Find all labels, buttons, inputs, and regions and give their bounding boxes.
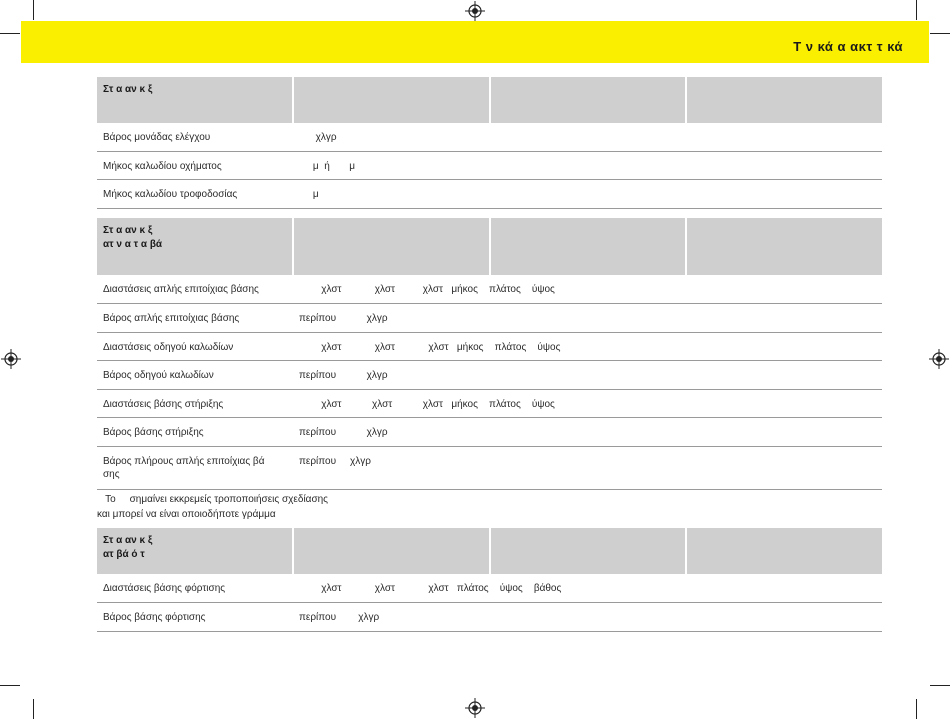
crop-mark <box>33 0 34 20</box>
row-value: χλστ χλστ χλστ μήκος πλάτος ύψος <box>299 399 555 410</box>
row-label: Βάρος βάσης στήριξης <box>103 427 204 438</box>
row-label: Διαστάσεις βάσης στήριξης <box>103 399 224 410</box>
registration-mark-icon <box>929 349 949 369</box>
table-row <box>97 304 882 333</box>
table-header-cell <box>491 218 688 275</box>
table-row <box>97 574 882 603</box>
table-header-cell <box>294 77 491 123</box>
table-row <box>97 361 882 390</box>
table-header <box>97 77 882 123</box>
table-row <box>97 603 882 632</box>
page-title: Τ ν κά α ακτ τ κά <box>793 39 903 54</box>
row-label: Βάρος μονάδας ελέγχου <box>103 132 211 143</box>
footnote <box>97 492 328 522</box>
table-header-cell <box>491 77 688 123</box>
crop-mark <box>0 33 20 34</box>
table-row <box>97 447 882 490</box>
table-row <box>97 123 882 152</box>
crop-mark <box>930 685 950 686</box>
table-header-cell <box>687 218 882 275</box>
crop-mark <box>0 685 20 686</box>
table-header-cell <box>687 528 882 574</box>
footnote-line: και μπορεί να είναι οποιοδήποτε γράμμα <box>97 509 276 520</box>
registration-mark-icon <box>1 349 21 369</box>
row-label: Βάρος πλήρους απλής επιτοίχιας βά σης <box>103 456 265 480</box>
table-header <box>97 218 882 275</box>
row-value: χλγρ <box>299 132 337 143</box>
table-header-cell: Στ α αν κ ξ ατ βά ό τ <box>97 528 294 574</box>
row-value: περίπου χλγρ <box>299 427 388 438</box>
footnote-line: Το σημαίνει εκκρεμείς τροποποιήσεις σχεδίασης <box>97 494 329 505</box>
table-header-cell <box>294 528 491 574</box>
row-label: Διαστάσεις βάσης φόρτισης <box>103 583 226 594</box>
spec-table-3 <box>97 528 882 632</box>
row-value: μ ή μ <box>299 161 355 172</box>
table-row <box>97 152 882 180</box>
row-label: Διαστάσεις απλής επιτοίχιας βάσης <box>103 284 259 295</box>
spec-table-2 <box>97 218 882 490</box>
row-value: χλστ χλστ χλστ μήκος πλάτος ύψος <box>299 284 555 295</box>
row-value: χλστ χλστ χλστ μήκος πλάτος ύψος <box>299 342 561 353</box>
row-value: περίπου χλγρ <box>299 456 371 467</box>
table-header <box>97 528 882 574</box>
row-value: περίπου χλγρ <box>299 612 380 623</box>
row-value: μ <box>299 189 319 200</box>
table-row <box>97 180 882 209</box>
row-value: περίπου χλγρ <box>299 370 388 381</box>
registration-mark-icon <box>465 698 485 718</box>
table-row <box>97 333 882 361</box>
row-label: Βάρος απλής επιτοίχιας βάσης <box>103 313 240 324</box>
row-value: χλστ χλστ χλστ πλάτος ύψος βάθος <box>299 583 562 594</box>
table-row <box>97 418 882 447</box>
table-row <box>97 390 882 418</box>
table-row <box>97 275 882 304</box>
row-label: Μήκος καλωδίου οχήματος <box>103 161 222 172</box>
row-label: Βάρος οδηγού καλωδίων <box>103 370 214 381</box>
table-header-cell <box>294 218 491 275</box>
table-header-cell <box>491 528 688 574</box>
crop-mark <box>33 699 34 719</box>
row-label: Μήκος καλωδίου τροφοδοσίας <box>103 189 238 200</box>
crop-mark <box>916 0 917 20</box>
row-value: περίπου χλγρ <box>299 313 388 324</box>
crop-mark <box>930 33 950 34</box>
spec-table-1 <box>97 77 882 209</box>
header-band <box>21 21 929 63</box>
crop-mark <box>916 699 917 719</box>
table-header-cell <box>687 77 882 123</box>
table-header-cell: Στ α αν κ ξ <box>97 77 294 123</box>
table-header-cell: Στ α αν κ ξ ατ ν α τ α βά <box>97 218 294 275</box>
row-label: Διαστάσεις οδηγού καλωδίων <box>103 342 234 353</box>
registration-mark-icon <box>465 1 485 21</box>
row-label: Βάρος βάσης φόρτισης <box>103 612 206 623</box>
